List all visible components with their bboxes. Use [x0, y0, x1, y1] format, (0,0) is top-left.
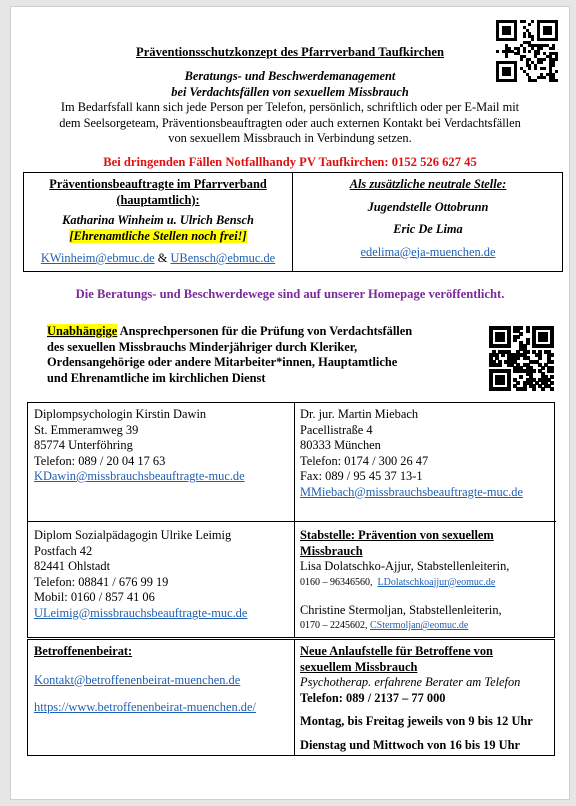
- grid-border-right: [554, 403, 555, 637]
- contact-anlaufstelle: [300, 644, 552, 753]
- dawin-name: Diplompsychologin Kirstin Dawin: [34, 407, 207, 421]
- contact-dawin: [34, 407, 245, 485]
- contact-beirat: [34, 644, 256, 716]
- bottom-divider-v: [294, 640, 295, 755]
- miebach-fax: Fax: 089 / 95 45 37 13-1: [300, 469, 423, 483]
- miebach-city: 80333 München: [300, 438, 381, 452]
- prevention-emails: [24, 251, 292, 267]
- leimig-name: Diplom Sozialpädagogin Ulrike Leimig: [34, 528, 232, 542]
- stabstelle-phone-1: 0160 – 96346560,: [300, 576, 373, 588]
- anlaufstelle-heading-1: Neue Anlaufstelle für Betroffene von: [300, 644, 493, 658]
- anlaufstelle-subtitle: Psychotherap. erfahrene Berater am Telefon: [300, 675, 521, 689]
- dawin-city: 85774 Unterföhring: [34, 438, 133, 452]
- stabstelle-person-1: Lisa Dolatschko-Ajjur, Stabstellenleiterin,: [300, 559, 510, 573]
- neutral-heading: Als zusätzliche neutrale Stelle:: [349, 177, 507, 191]
- stabstelle-person-2: Christine Stermoljan, Stabstellenleiterin,: [300, 602, 502, 617]
- contact-leimig: [34, 528, 247, 621]
- anlaufstelle-hours-1: Montag, bis Freitag jeweils von 9 bis 12 Uhr: [300, 714, 533, 728]
- intro-line-1: Im Bedarfsfall kann sich jede Person per Telefon, persönlich, schriftlich oder per E-Mail mit: [60, 100, 520, 114]
- stabstelle-contact-1: [300, 575, 552, 590]
- independent-contacts-intro: [47, 324, 412, 386]
- subtitle-line-1: Beratungs- und Beschwerdemanagement: [184, 69, 396, 83]
- grid-divider-v: [294, 403, 295, 637]
- email-link-dawin[interactable]: KDawin@missbrauchsbeauftragte-muc.de: [34, 469, 245, 483]
- spacer: [34, 688, 256, 700]
- volunteer-note-wrap: [24, 229, 292, 245]
- leimig-mobile: Mobil: 0160 / 857 41 06: [34, 590, 155, 604]
- independent-highlight: Unabhängige: [47, 324, 118, 338]
- beirat-website-link[interactable]: https://www.betroffenenbeirat-muenchen.de/: [34, 700, 256, 714]
- miebach-phone: Telefon: 0174 / 300 26 47: [300, 453, 429, 468]
- email-link-bensch[interactable]: UBensch@ebmuc.de: [170, 251, 276, 265]
- stabstelle-phone-2: 0170 – 2245602,: [300, 620, 368, 631]
- subtitle-line-2: bei Verdachtsfällen von sexuellem Missbrauch: [171, 85, 409, 99]
- anlaufstelle-heading-2: sexuellem Missbrauch: [300, 659, 418, 674]
- email-link-winheim[interactable]: KWinheim@ebmuc.de: [40, 251, 155, 265]
- dawin-street: St. Emmeramweg 39: [34, 422, 139, 437]
- stabstelle-contact-2: [300, 618, 552, 633]
- email-link-stermoljan[interactable]: CStermoljan@eomuc.de: [370, 620, 469, 631]
- beirat-heading: Betroffenenbeirat:: [34, 644, 133, 658]
- neutral-email-wrap: [293, 245, 563, 261]
- prevention-names: Katharina Winheim u. Ulrich Bensch: [62, 213, 254, 227]
- bottom-grid: [27, 639, 555, 756]
- independent-line-1: [47, 324, 412, 340]
- stabstelle-heading-1: Stabstelle: Prävention von sexuellem: [300, 528, 494, 542]
- neutral-contact: [293, 177, 563, 260]
- contacts-grid: [27, 402, 555, 638]
- page-title: Präventionsschutzkonzept des Pfarrverband Taufkirchen: [136, 45, 444, 59]
- miebach-street: Pacellistraße 4: [300, 422, 373, 437]
- independent-line-3: Ordensangehörige oder andere Mitarbeiter*innen, Hauptamtliche: [47, 355, 398, 370]
- qr-code-icon[interactable]: [489, 326, 553, 390]
- independent-line-4: und Ehrenamtliche im kirchlichen Dienst: [47, 370, 266, 385]
- miebach-name: Dr. jur. Martin Miebach: [300, 407, 419, 421]
- leimig-phone: Telefon: 08841 / 676 99 19: [34, 574, 169, 589]
- independent-line-1-text: Ansprechpersonen für die Prüfung von Verdachtsfällen: [117, 324, 413, 338]
- volunteer-note: [Ehrenamtliche Stellen noch frei!]: [69, 228, 247, 243]
- email-link-delima[interactable]: edelima@eja-muenchen.de: [360, 244, 496, 259]
- prevention-contact-box: [23, 172, 563, 272]
- contact-miebach: [300, 407, 523, 500]
- neutral-org: Jugendstelle Ottobrunn: [367, 199, 489, 214]
- document-page: [10, 6, 570, 800]
- ampersand: &: [154, 251, 171, 265]
- homepage-note: Die Beratungs- und Beschwerdewege sind auf unserer Homepage veröffentlicht.: [75, 287, 505, 301]
- spacer: [34, 660, 256, 673]
- prevention-officers: [24, 177, 292, 267]
- contact-stabstelle: [300, 528, 552, 633]
- leimig-street: Postfach 42: [34, 543, 93, 558]
- spacer: [300, 590, 552, 603]
- anlaufstelle-phone: Telefon: 089 / 2137 – 77 000: [300, 690, 446, 705]
- prevention-heading-1: Präventionsbeauftragte im Pfarrverband: [49, 177, 267, 191]
- email-link-leimig[interactable]: ULeimig@missbrauchsbeauftragte-muc.de: [34, 605, 248, 620]
- intro-line-3: von sexuellem Missbrauch in Verbindung setzen.: [168, 131, 412, 146]
- email-link-miebach[interactable]: MMiebach@missbrauchsbeauftragte-muc.de: [300, 484, 524, 499]
- leimig-city: 82441 Ohlstadt: [34, 559, 111, 573]
- dawin-phone: Telefon: 089 / 20 04 17 63: [34, 453, 166, 468]
- stabstelle-heading-2: Missbrauch: [300, 543, 363, 558]
- independent-line-2: des sexuellen Missbrauchs Minderjähriger durch Kleriker,: [47, 339, 358, 354]
- anlaufstelle-hours-2: Dienstag und Mittwoch von 16 bis 19 Uhr: [300, 737, 520, 752]
- neutral-name: Eric De Lima: [393, 222, 463, 236]
- intro-line-2: dem Seelsorgeteam, Präventionsbeauftragten oder auch externen Kontakt bei Verdachtsfällen: [59, 115, 521, 130]
- intro-text: [11, 100, 569, 147]
- prevention-heading-2: (hauptamtlich):: [116, 192, 200, 207]
- email-link-beirat[interactable]: Kontakt@betroffenenbeirat-muenchen.de: [34, 672, 241, 687]
- grid-divider-h: [28, 521, 556, 522]
- email-link-dolatschko[interactable]: LDolatschkoajjur@eomuc.de: [377, 576, 496, 588]
- emergency-phone: Bei dringenden Fällen Notfallhandy PV Taufkirchen: 0152 526 627 45: [103, 155, 477, 169]
